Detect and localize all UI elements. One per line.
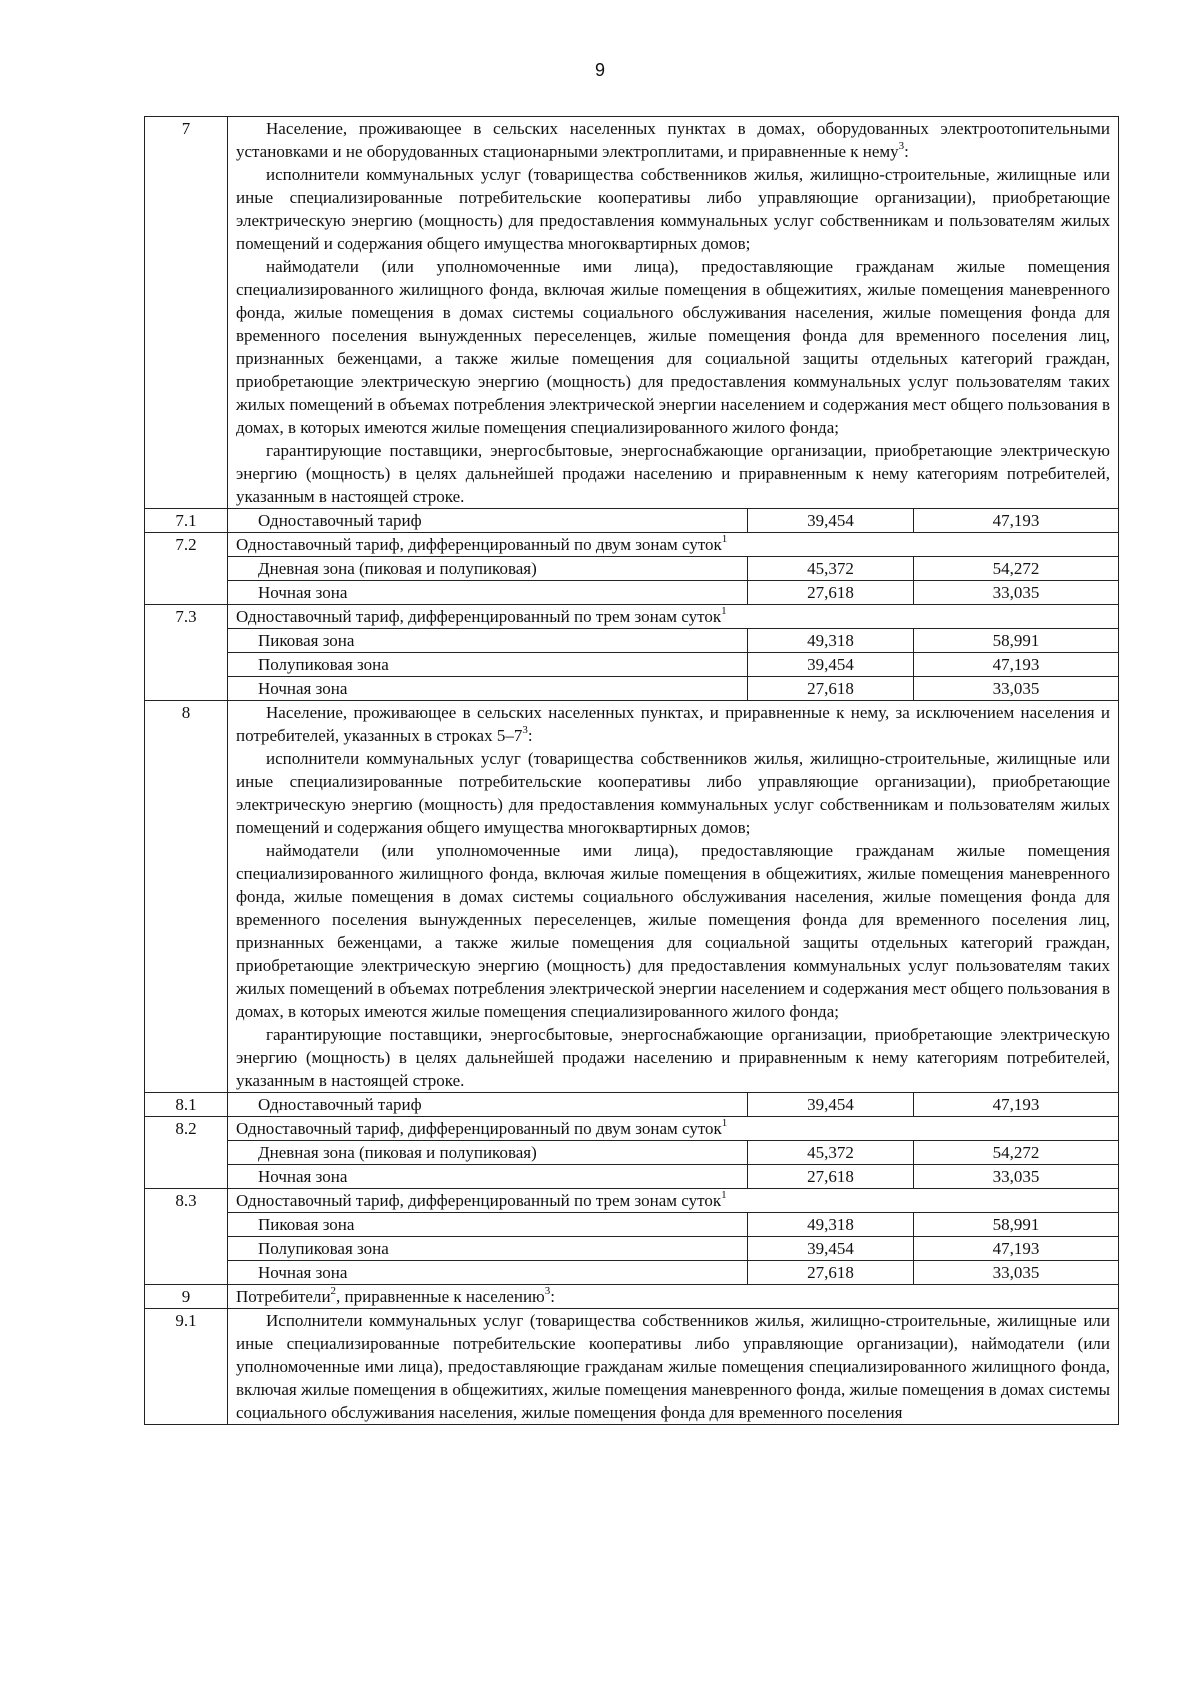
table-row <box>145 629 1119 653</box>
table-row <box>145 605 1119 629</box>
punctuation: : <box>550 1287 555 1306</box>
row-paragraph: наймодатели (или уполномоченные ими лица), предоставляющие гражданам жилые помещения специализированного жилищного фонда, включая жилые помещения в общежитиях, жилые помещения маневренного фонда, жилые помещения в домах системы социального обслуживания населения, жилые помещения фонда для временного поселения вынужденных переселенцев, жилые помещения фонда для временного поселения лиц, признанных беженцами, а также жилые помещения для социальной защиты отдельных категорий граждан, приобретающие электрическую энергию (мощность) для предоставления коммунальных услуг пользователям таких жилых помещений в объемах потребления электрической энергии населением и содержания мест общего пользования в домах, в которых имеются жилые помещения специализированного жилого фонда; <box>236 257 1110 437</box>
table-row <box>145 1165 1119 1189</box>
row-paragraph: исполнители коммунальных услуг (товарищества собственников жилья, жилищно-строительные, жилищные или иные специализированные потребительские кооперативы либо управляющие организации), приобретающие электрическую энергию (мощность) для предоставления коммунальных услуг собственникам и пользователям жилых помещений и содержания общего имущества многоквартирных домов; <box>236 165 1110 253</box>
tariff-value-2: 47,193 <box>914 1093 1119 1117</box>
table-row <box>145 117 1119 509</box>
tariff-value-1: 49,318 <box>748 629 914 653</box>
footnote-mark: 1 <box>721 605 727 618</box>
punctuation: : <box>904 142 909 161</box>
tariff-value-2: 33,035 <box>914 1261 1119 1285</box>
row-description <box>228 701 1119 1093</box>
tariff-value-2: 58,991 <box>914 1213 1119 1237</box>
table-row <box>145 533 1119 557</box>
tariff-value-2: 47,193 <box>914 509 1119 533</box>
footnote-mark: 2 <box>330 1285 337 1298</box>
tariff-value-1: 27,618 <box>748 1165 914 1189</box>
tariff-value-1: 45,372 <box>748 1141 914 1165</box>
tariff-value-2: 54,272 <box>914 557 1119 581</box>
row-number: 7.3 <box>145 605 228 701</box>
row-number: 8.3 <box>145 1189 228 1285</box>
table-row <box>145 677 1119 701</box>
table-row <box>145 1189 1119 1213</box>
table-row <box>145 1261 1119 1285</box>
tariff-value-1: 39,454 <box>748 1237 914 1261</box>
tariff-group-title <box>228 1189 1119 1213</box>
tariff-table <box>144 116 1119 1425</box>
row-number: 9.1 <box>145 1309 228 1425</box>
tariff-value-1: 27,618 <box>748 1261 914 1285</box>
row-number: 7 <box>145 117 228 509</box>
row-paragraph: гарантирующие поставщики, энергосбытовые, энергоснабжающие организации, приобретающие электрическую энергию (мощность) в целях дальнейшей продажи населению и приравненным к нему категориям потребителей, указанным в настоящей строке. <box>236 1025 1110 1090</box>
tariff-value-2: 54,272 <box>914 1141 1119 1165</box>
footnote-mark: 1 <box>721 1117 728 1130</box>
tariff-label: Ночная зона <box>228 1261 748 1285</box>
tariff-value-2: 33,035 <box>914 1165 1119 1189</box>
table-row <box>145 1309 1119 1425</box>
row-paragraph: наймодатели (или уполномоченные ими лица), предоставляющие гражданам жилые помещения специализированного жилищного фонда, включая жилые помещения в общежитиях, жилые помещения маневренного фонда, жилые помещения в домах системы социального обслуживания населения, жилые помещения фонда для временного поселения вынужденных переселенцев, жилые помещения фонда для временного поселения лиц, признанных беженцами, а также жилые помещения для социальной защиты отдельных категорий граждан, приобретающие электрическую энергию (мощность) для предоставления коммунальных услуг пользователям таких жилых помещений в объемах потребления электрической энергии населением и содержания мест общего пользования в домах, в которых имеются жилые помещения специализированного жилого фонда; <box>236 841 1110 1021</box>
tariff-label: Одноставочный тариф <box>228 509 748 533</box>
group-label: Одноставочный тариф, дифференцированный по двум зонам суток <box>236 1119 722 1138</box>
tariff-label: Полупиковая зона <box>228 1237 748 1261</box>
row-description <box>228 117 1119 509</box>
footnote-mark: 1 <box>721 533 728 546</box>
table-row <box>145 1213 1119 1237</box>
table-row <box>145 653 1119 677</box>
table-row <box>145 557 1119 581</box>
group-label: Одноставочный тариф, дифференцированный по трем зонам суток <box>236 607 722 626</box>
row-paragraph: исполнители коммунальных услуг (товарищества собственников жилья, жилищно-строительные, жилищные или иные специализированные потребительские кооперативы либо управляющие организации), приобретающие электрическую энергию (мощность) для предоставления коммунальных услуг собственникам и пользователям жилых помещений и содержания общего имущества многоквартирных домов; <box>236 749 1110 837</box>
tariff-value-1: 27,618 <box>748 677 914 701</box>
table-row <box>145 1237 1119 1261</box>
footnote-mark: 3 <box>898 140 905 153</box>
tariff-group-title <box>228 533 1119 557</box>
table-row <box>145 509 1119 533</box>
row-number: 7.2 <box>145 533 228 605</box>
row-paragraph: Исполнители коммунальных услуг (товарищества собственников жилья, жилищно-строительные, жилищные или иные специализированные потребительские кооперативы либо управляющие организации), наймодатели (или уполномоченные ими лица), предоставляющие гражданам жилые помещения специализированного жилищного фонда, включая жилые помещения в общежитиях, жилые помещения маневренного фонда, жилые помещения в домах системы социального обслуживания населения, жилые помещения фонда для временного поселения <box>236 1311 1110 1422</box>
table-row <box>145 701 1119 1093</box>
tariff-value-1: 45,372 <box>748 557 914 581</box>
row-number: 8 <box>145 701 228 1093</box>
heading-part: , приравненные к населению <box>336 1287 545 1306</box>
table-row <box>145 581 1119 605</box>
tariff-value-2: 47,193 <box>914 1237 1119 1261</box>
tariff-group-title <box>228 1117 1119 1141</box>
group-label: Одноставочный тариф, дифференцированный по трем зонам суток <box>236 1191 722 1210</box>
row-intro: Население, проживающее в сельских населенных пунктах в домах, оборудованных электроотопительными установками и не оборудованных стационарными электроплитами, и приравненные к нему <box>236 119 1110 161</box>
tariff-label: Дневная зона (пиковая и полупиковая) <box>228 557 748 581</box>
row-intro: Население, проживающее в сельских населенных пунктах, и приравненные к нему, за исключением населения и потребителей, указанных в строках 5–7 <box>236 703 1110 745</box>
tariff-label: Ночная зона <box>228 1165 748 1189</box>
heading-part: Потребители <box>236 1287 331 1306</box>
tariff-label: Полупиковая зона <box>228 653 748 677</box>
row-number: 8.1 <box>145 1093 228 1117</box>
row-heading <box>228 1285 1119 1309</box>
tariff-value-1: 39,454 <box>748 509 914 533</box>
tariff-label: Ночная зона <box>228 581 748 605</box>
tariff-value-1: 39,454 <box>748 1093 914 1117</box>
table-row <box>145 1093 1119 1117</box>
table-row <box>145 1117 1119 1141</box>
group-label: Одноставочный тариф, дифференцированный по двум зонам суток <box>236 535 722 554</box>
tariff-value-1: 49,318 <box>748 1213 914 1237</box>
footnote-mark: 3 <box>522 724 528 737</box>
tariff-label: Пиковая зона <box>228 1213 748 1237</box>
row-number: 9 <box>145 1285 228 1309</box>
tariff-group-title <box>228 605 1119 629</box>
punctuation: : <box>527 726 533 745</box>
tariff-value-2: 33,035 <box>914 581 1119 605</box>
tariff-value-2: 47,193 <box>914 653 1119 677</box>
table-row <box>145 1141 1119 1165</box>
tariff-value-2: 58,991 <box>914 629 1119 653</box>
row-description <box>228 1309 1119 1425</box>
row-number: 7.1 <box>145 509 228 533</box>
row-number: 8.2 <box>145 1117 228 1189</box>
tariff-label: Дневная зона (пиковая и полупиковая) <box>228 1141 748 1165</box>
footnote-mark: 3 <box>544 1285 551 1298</box>
tariff-value-1: 39,454 <box>748 653 914 677</box>
footnote-mark: 1 <box>721 1189 727 1202</box>
tariff-label: Одноставочный тариф <box>228 1093 748 1117</box>
page-number: 9 <box>594 60 605 80</box>
table-row <box>145 1285 1119 1309</box>
tariff-value-1: 27,618 <box>748 581 914 605</box>
tariff-value-2: 33,035 <box>914 677 1119 701</box>
row-paragraph: гарантирующие поставщики, энергосбытовые, энергоснабжающие организации, приобретающие электрическую энергию (мощность) в целях дальнейшей продажи населению и приравненным к нему категориям потребителей, указанным в настоящей строке. <box>236 441 1110 506</box>
tariff-label: Пиковая зона <box>228 629 748 653</box>
tariff-label: Ночная зона <box>228 677 748 701</box>
